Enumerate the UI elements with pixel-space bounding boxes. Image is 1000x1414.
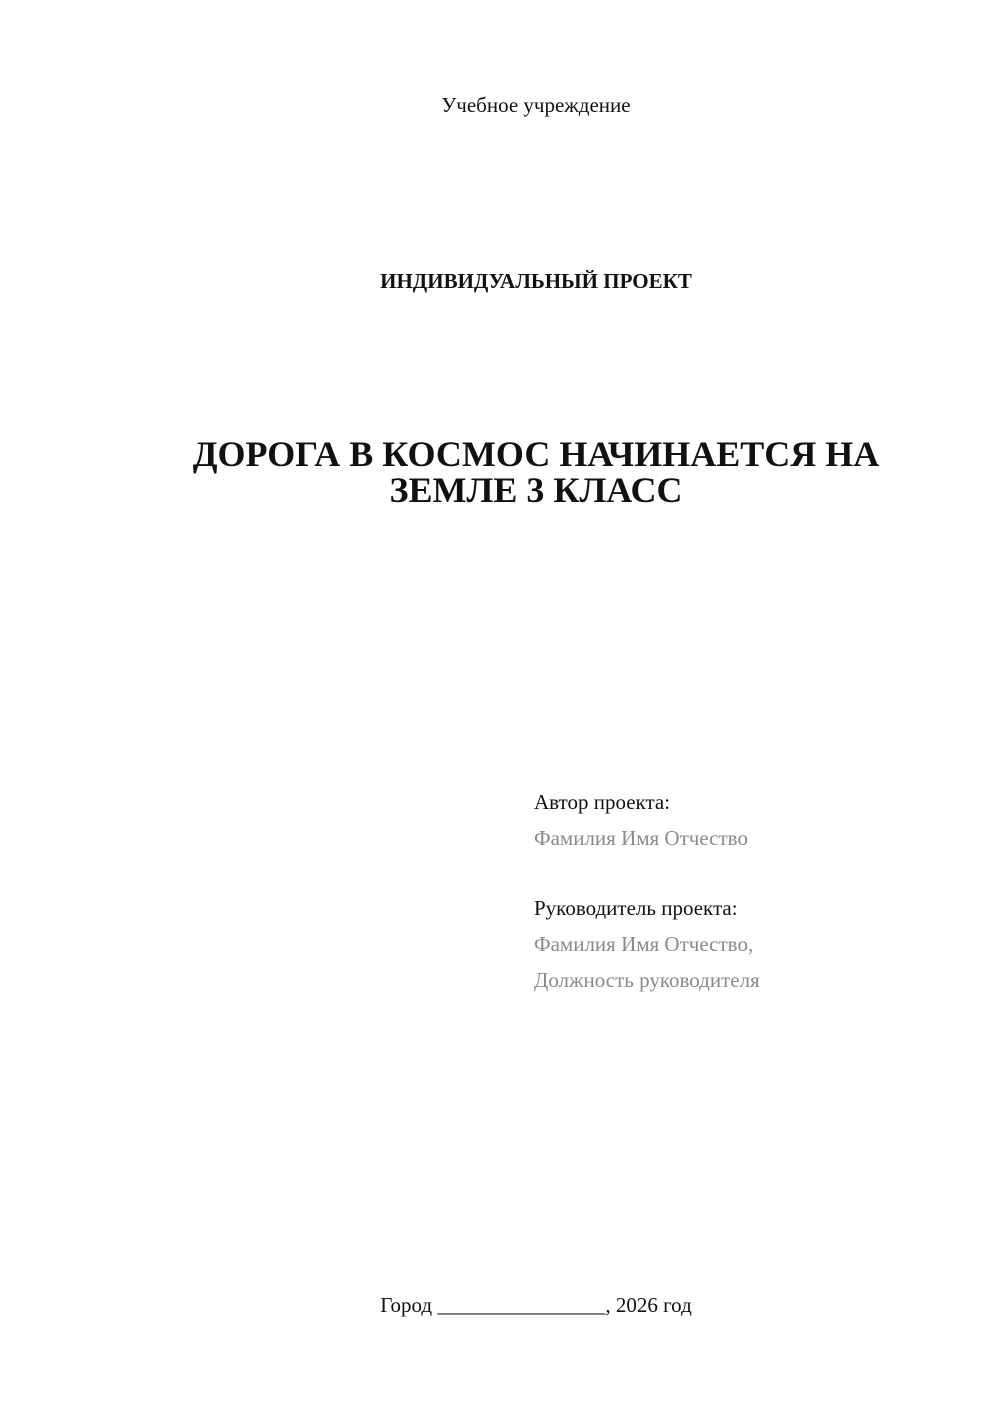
project-title-line-1: ДОРОГА В КОСМОС НАЧИНАЕТСЯ НА	[192, 434, 880, 474]
project-type-heading: ИНДИВИДУАЛЬНЫЙ ПРОЕКТ	[380, 269, 692, 293]
supervisor-name: Фамилия Имя Отчество,	[534, 932, 754, 956]
supervisor-block	[534, 890, 974, 998]
institution-name: Учебное учреждение	[441, 93, 631, 117]
supervisor-position: Должность руководителя	[534, 968, 760, 992]
author-block	[534, 784, 974, 856]
city-year-line: Город ________________, 2026 год	[380, 1293, 692, 1317]
author-name: Фамилия Имя Отчество	[534, 826, 748, 850]
author-label: Автор проекта:	[534, 790, 671, 814]
project-title	[36, 436, 1000, 508]
supervisor-label: Руководитель проекта:	[534, 896, 738, 920]
project-title-line-2: ЗЕМЛЕ 3 КЛАСС	[389, 470, 683, 510]
